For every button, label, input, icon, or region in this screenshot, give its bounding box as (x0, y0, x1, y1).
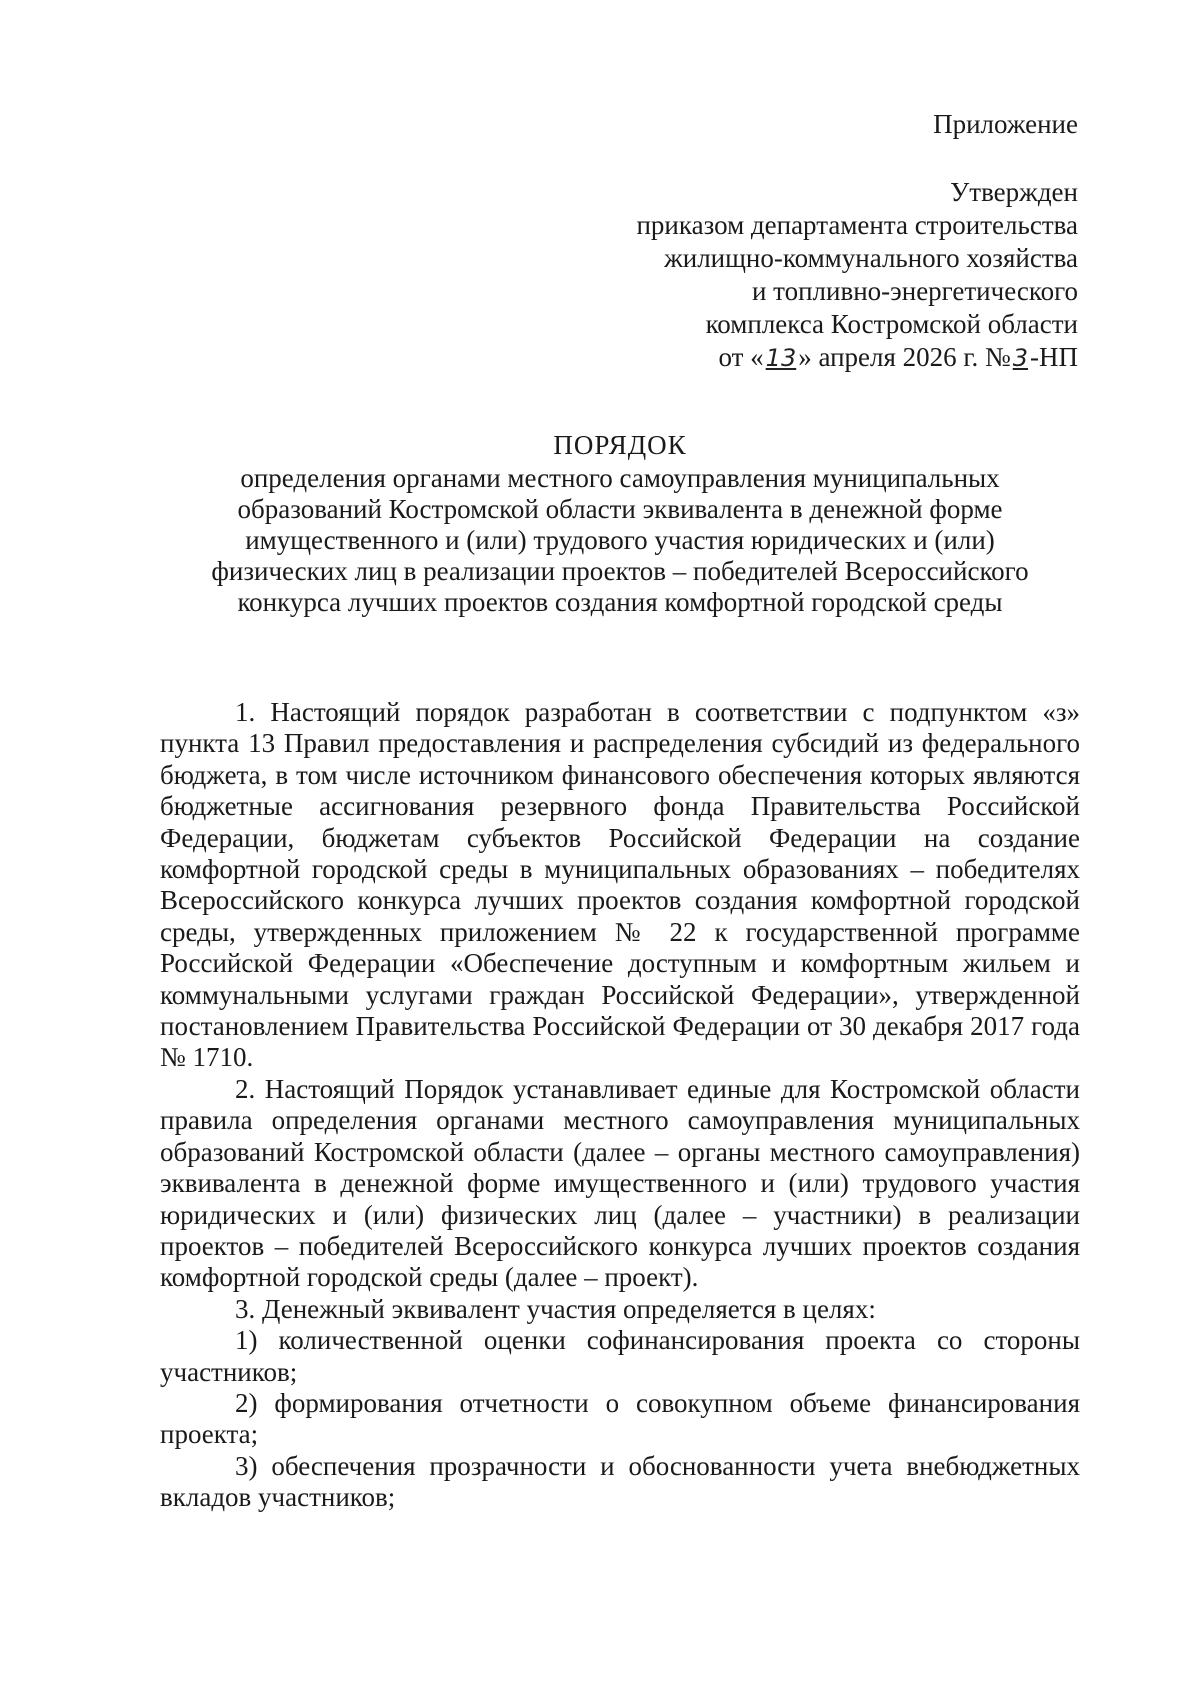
date-middle: » апреля 2026 г. № (798, 342, 1011, 372)
order-suffix: -НП (1030, 342, 1078, 372)
approval-line-3: жилищно-коммунального хозяйства (664, 243, 1078, 273)
document-title: ПОРЯДОК (553, 430, 687, 460)
paragraph-2: 2. Настоящий Порядок устанавливает единые для Костромской области правила определения органами местного самоуправления муниципальных образований Костромской области (далее – органы местного самоуправления) эквивалента в денежной форме имущественного и (или) трудового участия юридических и (или) физических лиц (далее – участники) в реализации проектов – победителей Всероссийского конкурса лучших проектов создания комфортной городской среды (далее – проект). (160, 1073, 1080, 1293)
approval-line-5: комплекса Костромской области (705, 309, 1078, 339)
approval-block (636, 176, 1078, 375)
date-prefix: от « (718, 342, 764, 372)
paragraph-3-item-3: 3) обеспечения прозрачности и обоснованности учета внебюджетных вкладов участников; (160, 1450, 1080, 1513)
subtitle-line-4: физических лиц в реализации проектов – победителей Всероссийского (211, 556, 1029, 586)
handwritten-order-number: 3 (1012, 344, 1028, 372)
subtitle-line-5: конкурса лучших проектов создания комфортной городской среды (237, 587, 1003, 617)
subtitle-line-2: образований Костромской области эквивалента в денежной форме (237, 494, 1003, 524)
approval-line-4: и топливно-энергетического (751, 276, 1078, 306)
approval-date-line (636, 341, 1078, 375)
approval-line-2: приказом департамента строительства (636, 210, 1078, 240)
paragraph-3: 3. Денежный эквивалент участия определяется в целях: (235, 1293, 876, 1324)
paragraph-3-item-1: 1) количественной оценки софинансирования проекта со стороны участников; (160, 1325, 1080, 1387)
approval-line-1: Утвержден (950, 177, 1078, 207)
handwritten-day: 13 (765, 344, 797, 372)
document-body (160, 697, 1080, 1514)
subtitle-line-3: имущественного и (или) трудового участия юридических и (или) (245, 525, 995, 555)
paragraph-3-item-2: 2) формирования отчетности о совокупном объеме финансирования проекта; (160, 1387, 1080, 1450)
document-title-block (160, 430, 1080, 618)
paragraph-1: 1. Настоящий порядок разработан в соответствии с подпунктом «з» пункта 13 Правил предоставления и распределения субсидий из федерального бюджета, в том числе источником финансового обеспечения которых являются бюджетные ассигнования резервного фонда Правительства Российской Федерации, бюджетам субъектов Российской Федерации на создание комфортной городской среды в муниципальных образованиях – победителях Всероссийского конкурса лучших проектов создания комфортной городской среды, утвержденных приложением № 22 к государственной программе Российской Федерации «Обеспечение доступным и комфортным жильем и коммунальными услугами граждан Российской Федерации», утвержденной постановлением Правительства Российской Федерации от 30 декабря 2017 года № 1710. (160, 697, 1080, 1073)
appendix-label: Приложение (933, 109, 1078, 139)
subtitle-line-1: определения органами местного самоуправления муниципальных (240, 463, 1000, 493)
